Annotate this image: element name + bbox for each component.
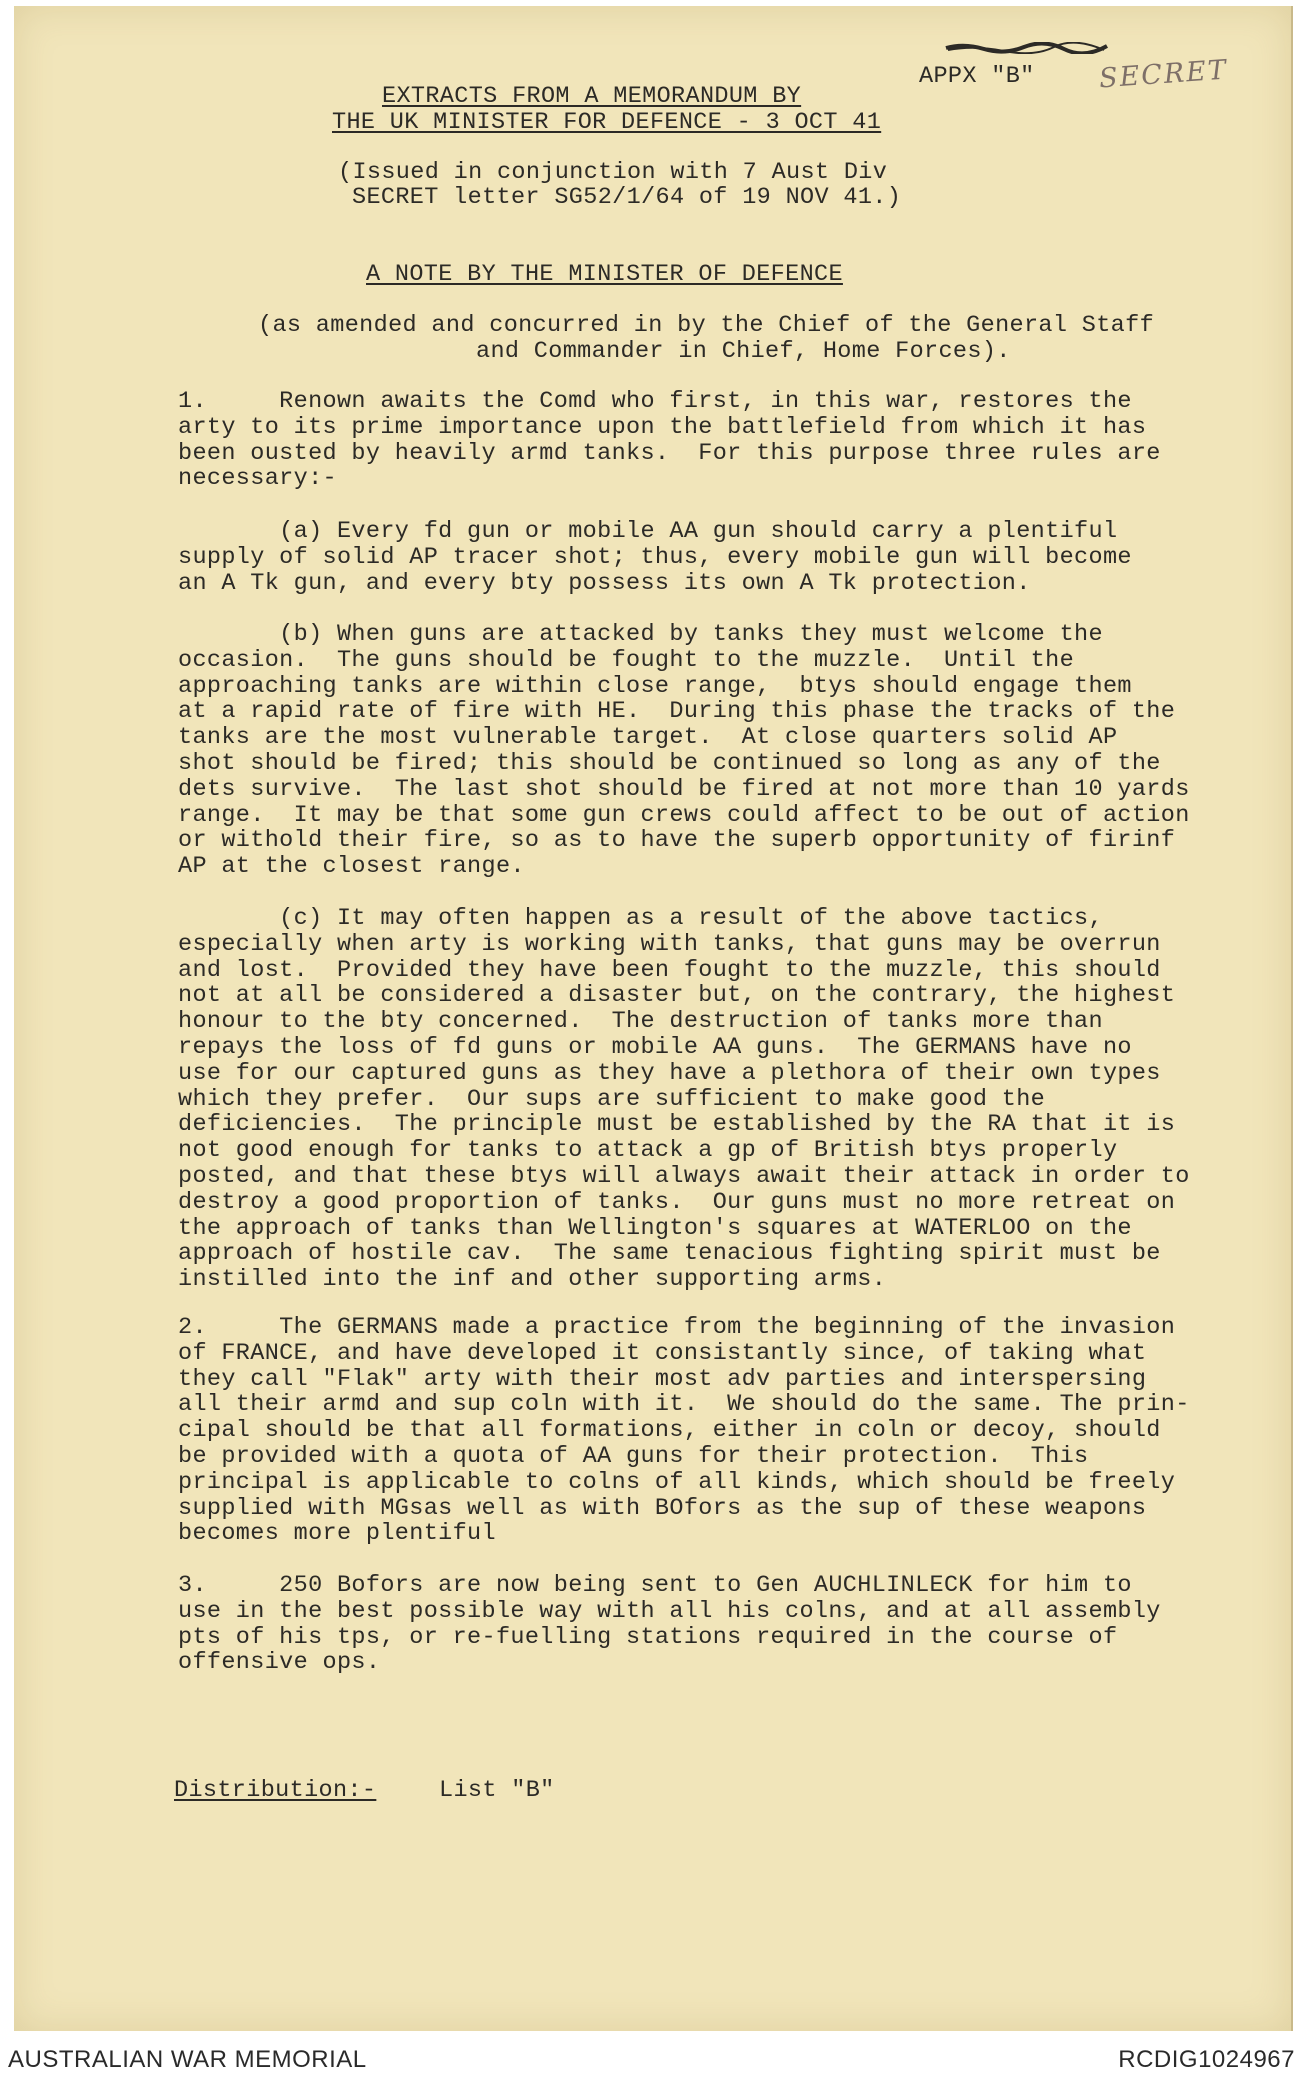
text-line: range. It may be that some gun crews could affect to be out of action — [178, 801, 1190, 829]
paragraph-1b — [178, 622, 1190, 880]
text-line: use for our captured guns as they have a plethora of their own types — [178, 1059, 1161, 1087]
handwritten-secret: SECRET — [1098, 54, 1229, 95]
text-line: shot should be fired; this should be continued so long as any of the — [178, 749, 1161, 777]
text-line: 1. Renown awaits the Comd who first, in this war, restores the — [178, 388, 1132, 415]
text-line: honour to the bty concerned. The destruction of tanks more than — [178, 1008, 1103, 1036]
text-line: cipal should be that all formations, either in coln or decoy, should — [178, 1417, 1161, 1445]
text-line: 2. The GERMANS made a practice from the beginning of the invasion — [178, 1314, 1176, 1341]
text-line: use in the best possible way with all his colns, and at all assembly — [178, 1597, 1161, 1625]
text-line: 3. 250 Bofors are now being sent to Gen AUCHLINLECK for him to — [178, 1572, 1132, 1599]
archive-reference: RCDIG1024967 — [1118, 2046, 1295, 2073]
text-line: necessary:- — [178, 465, 337, 493]
text-line: and lost. Provided they have been fought to the muzzle, this should — [178, 956, 1161, 984]
text-line: destroy a good proportion of tanks. Our guns must no more retreat on — [178, 1188, 1176, 1216]
text-line: been ousted by heavily armd tanks. For this purpose three rules are — [178, 439, 1161, 467]
note-heading: A NOTE BY THE MINISTER OF DEFENCE — [366, 261, 843, 288]
paragraph-1c — [178, 906, 1190, 1293]
text-line: AP at the closest range. — [178, 853, 525, 881]
text-line: which they prefer. Our sups are sufficient to make good the — [178, 1085, 1046, 1113]
text-line: instilled into the inf and other supporting arms. — [178, 1266, 887, 1294]
archive-credit: AUSTRALIAN WAR MEMORIAL — [8, 2046, 367, 2073]
text-line: be provided with a quota of AA guns for their protection. This — [178, 1442, 1089, 1470]
text-line: at a rapid rate of fire with HE. During this phase the tracks of the — [178, 698, 1176, 726]
text-line: offensive ops. — [178, 1649, 381, 1677]
text-line: of FRANCE, and have developed it consistantly since, of taking what — [178, 1339, 1147, 1367]
paragraph-1 — [178, 389, 1161, 492]
text-line: approaching tanks are within close range, btys should engage them — [178, 672, 1132, 700]
text-line: an A Tk gun, and every bty possess its own A Tk protection. — [178, 569, 1031, 597]
text-line: dets survive. The last shot should be fired at not more than 10 yards — [178, 775, 1190, 803]
distribution-label: Distribution:- — [174, 1777, 377, 1804]
struck-out-text — [944, 42, 1109, 54]
text-line: not at all be considered a disaster but, on the contrary, the highest — [178, 982, 1176, 1010]
text-line: principal is applicable to colns of all kinds, which should be freely — [178, 1468, 1176, 1496]
title-line-1: EXTRACTS FROM A MEMORANDUM BY — [382, 83, 802, 110]
text-line: or withold their fire, so as to have the superb opportunity of firinf — [178, 827, 1176, 855]
text-line: pts of his tps, or re-fuelling stations required in the course of — [178, 1623, 1118, 1651]
text-line: approach of hostile cav. The same tenacious fighting spirit must be — [178, 1240, 1161, 1268]
text-line: becomes more plentiful — [178, 1520, 496, 1548]
text-line: tanks are the most vulnerable target. At close quarters solid AP — [178, 724, 1118, 752]
text-line: all their armd and sup coln with it. We should do the same. The prin- — [178, 1391, 1190, 1419]
amended-line-2: and Commander in Chief, Home Forces). — [476, 338, 1011, 365]
text-line: occasion. The guns should be fought to the muzzle. Until the — [178, 646, 1075, 674]
text-line: (c) It may often happen as a result of the above tactics, — [178, 905, 1103, 932]
paragraph-1a — [178, 519, 1132, 596]
text-line: (b) When guns are attacked by tanks they must welcome the — [178, 621, 1103, 648]
text-line: the approach of tanks than Wellington's squares at WATERLOO on the — [178, 1214, 1132, 1242]
text-line: posted, and that these btys will always await their attack in order to — [178, 1162, 1190, 1190]
text-line: they call "Flak" arty with their most adv parties and interspersing — [178, 1365, 1147, 1393]
text-line: especially when arty is working with tanks, that guns may be overrun — [178, 930, 1161, 958]
paragraph-2 — [178, 1315, 1190, 1547]
text-line: deficiencies. The principle must be established by the RA that it is — [178, 1111, 1176, 1139]
document-page — [14, 6, 1293, 2031]
appendix-label: APPX "B" — [919, 63, 1035, 90]
paragraph-3 — [178, 1573, 1161, 1676]
issued-line-2: SECRET letter SG52/1/64 of 19 NOV 41.) — [352, 184, 902, 211]
amended-line-1: (as amended and concurred in by the Chief of the General Staff — [258, 312, 1155, 339]
issued-line-1: (Issued in conjunction with 7 Aust Div — [338, 159, 888, 186]
text-line: supplied with MGsas well as with BOfors as the sup of these weapons — [178, 1494, 1147, 1522]
text-line: repays the loss of fd guns or mobile AA guns. The GERMANS have no — [178, 1033, 1132, 1061]
text-line: supply of solid AP tracer shot; thus, every mobile gun will become — [178, 543, 1132, 571]
title-line-2: THE UK MINISTER FOR DEFENCE - 3 OCT 41 — [332, 109, 882, 136]
text-line: arty to its prime importance upon the battlefield from which it has — [178, 413, 1147, 441]
text-line: not good enough for tanks to attack a gp of British btys properly — [178, 1137, 1118, 1165]
distribution-value: List "B" — [439, 1777, 555, 1804]
text-line: (a) Every fd gun or mobile AA gun should carry a plentiful — [178, 518, 1118, 545]
